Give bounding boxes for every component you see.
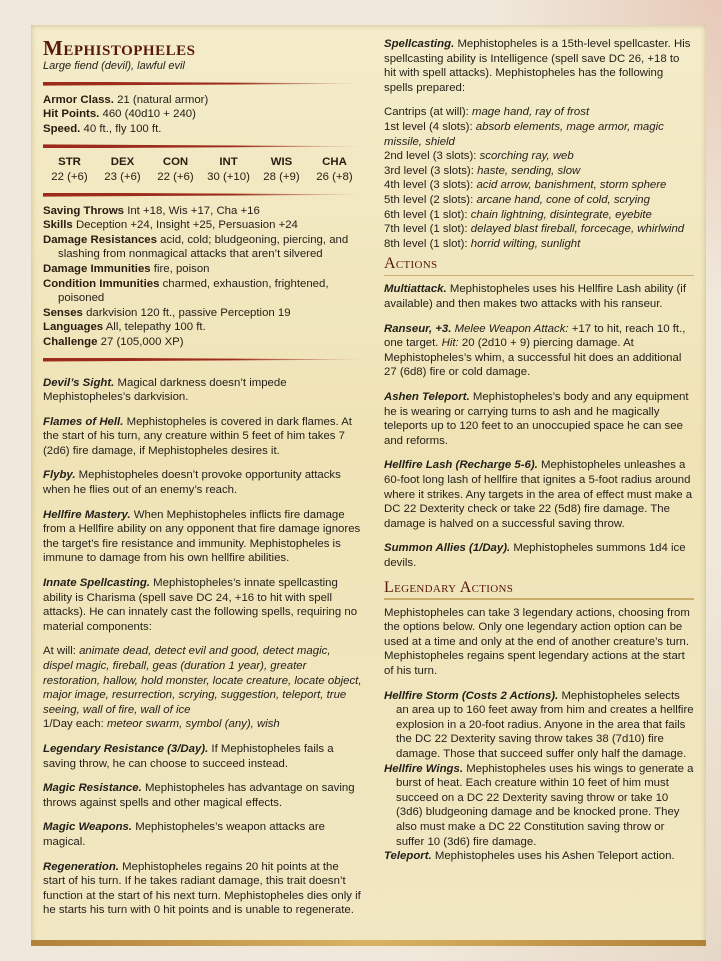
saving-throws: Saving Throws Int +18, Wis +17, Cha +16 bbox=[43, 204, 260, 217]
trait-innate-spellcasting: Innate Spellcasting. Mephistopheles’s innate spellcasting ability is Charisma (spell save DC 24, +16 to hit with spell attacks). He can innately cast the following spells, requiring no material components: bbox=[43, 577, 358, 633]
ability-name: STR bbox=[58, 156, 81, 169]
spell-level: 5th level (2 slots): arcane hand, cone of cold, scrying bbox=[384, 193, 650, 206]
right-column bbox=[384, 37, 694, 864]
trait-magic-resistance: Magic Resistance. Mephistopheles has advantage on saving throws against spells and other magical effects. bbox=[43, 782, 355, 809]
hit-points: Hit Points. 460 (40d10 + 240) bbox=[43, 108, 196, 121]
ability-score: 26 (+8) bbox=[316, 170, 353, 183]
ability-score: 28 (+9) bbox=[263, 170, 300, 183]
challenge: Challenge 27 (105,000 XP) bbox=[43, 335, 184, 348]
spell-level: 8th level (1 slot): horrid wilting, sunlight bbox=[384, 237, 581, 250]
skills: Skills Deception +24, Insight +25, Persuasion +24 bbox=[43, 219, 298, 232]
stat-block-page bbox=[31, 25, 706, 946]
action-ranseur: Ranseur, +3. Melee Weapon Attack: +17 to hit, reach 10 ft., one target. Hit: 20 (2d10 + 9) piercing damage. At Mephistopheles’s whim, a successful hit does an additional 27 (6d8) fire or cold damage. bbox=[384, 322, 686, 379]
monster-subtitle: Large fiend (devil), lawful evil bbox=[43, 60, 185, 72]
speed: Speed. 40 ft., fly 100 ft. bbox=[43, 122, 162, 135]
ability-score: 22 (+6) bbox=[51, 170, 88, 183]
ability-name: DEX bbox=[110, 156, 135, 169]
ability-score: 23 (+6) bbox=[104, 170, 141, 183]
action-multiattack: Multiattack. Mephistopheles uses his Hellfire Lash ability (if available) and then makes two attacks with his ranseur. bbox=[384, 283, 686, 310]
damage-immunities: Damage Immunities fire, poison bbox=[43, 262, 210, 275]
trait-devils-sight: Devil’s Sight. Magical darkness doesn’t impede Mephistopheles’s darkvision. bbox=[43, 376, 287, 404]
spell-level: 2nd level (3 slots): scorching ray, web bbox=[384, 150, 574, 163]
legendary-hellfire-storm: Hellfire Storm (Costs 2 Actions). Mephistopheles selects an area up to 160 feet away from him and creates a hellfire explosion in a 20-foot radius. Anyone in the area that fails the DC 22 Dexterity saving throw takes 38 (7d10) fire damage. Those that succeed suffer only half the damage. bbox=[384, 689, 694, 760]
action-ashen-teleport: Ashen Teleport. Mephistopheles’s body and any equipment he is wearing or carrying turns to ash and he magically teleports up to 120 feet to an unoccupied space he can see and reforms. bbox=[384, 390, 689, 447]
spell-level: 3rd level (3 slots): haste, sending, slow bbox=[384, 164, 581, 177]
trait-regeneration: Regeneration. Mephistopheles regains 20 hit points at the start of his turn. If he takes radiant damage, this trait doesn’t function at the start of his next turn. Mephistopheles dies only if he starts his turn with 0 hit points and is unable to regenerate. bbox=[43, 860, 361, 917]
divider bbox=[43, 193, 362, 197]
ability-scores bbox=[43, 170, 362, 185]
spell-list bbox=[384, 105, 694, 251]
spell-level: 7th level (1 slot): delayed blast fireball, forcecage, whirlwind bbox=[384, 223, 685, 236]
ability-name: WIS bbox=[270, 156, 293, 169]
action-hellfire-lash: Hellfire Lash (Recharge 5-6). Mephistopheles unleashes a 60-foot long lash of hellfire that ignites a 5-foot radius around where it strikes. Any targets in the area of effect must make a DC 22 Dexterity check or take 22 (5d8) fire damage. The damage is halved on a successful saving throw. bbox=[384, 459, 693, 530]
action-summon-allies: Summon Allies (1/Day). Mephistopheles summons 1d4 ice devils. bbox=[384, 542, 686, 569]
legendary-teleport: Teleport. Mephistopheles uses his Ashen Teleport action. bbox=[384, 850, 675, 863]
divider bbox=[384, 598, 694, 600]
monster-name: Mephistopheles bbox=[43, 36, 196, 60]
trait-spellcasting: Spellcasting. Mephistopheles is a 15th-level spellcaster. His spellcasting ability is Intelligence (spell save DC 26, +18 to hit with spell attacks). Mephistopheles has the following spells prepared: bbox=[384, 38, 691, 94]
spell-level: 4th level (3 slots): acid arrow, banishment, storm sphere bbox=[384, 179, 667, 192]
trait-magic-weapons: Magic Weapons. Mephistopheles’s weapon attacks are magical. bbox=[43, 821, 325, 848]
innate-spell-list: At will: animate dead, detect evil and good, detect magic, dispel magic, fireball, geas (duration 1 year), greater restoration, hallow, hold monster, locate creature, locate object, major image, resurrection, scrying, suggestion, teleport, true seeing, wall of fire, wall of ice 1/Day each: meteor swarm, symbol (any), wish bbox=[43, 645, 362, 731]
ability-names bbox=[43, 155, 362, 170]
ability-name: INT bbox=[219, 156, 238, 169]
divider bbox=[43, 82, 362, 86]
senses: Senses darkvision 120 ft., passive Perception 19 bbox=[43, 306, 291, 319]
ability-name: CHA bbox=[322, 156, 347, 169]
page-footer-bar bbox=[31, 940, 706, 946]
condition-immunities: Condition Immunities charmed, exhaustion, frightened, poisoned bbox=[43, 277, 329, 305]
trait-legendary-resistance: Legendary Resistance (3/Day). If Mephistopheles fails a saving throw, he can choose to succeed instead. bbox=[43, 742, 334, 770]
left-column bbox=[43, 37, 362, 928]
divider bbox=[43, 358, 362, 362]
spell-level: 6th level (1 slot): chain lightning, disintegrate, eyebite bbox=[384, 208, 652, 221]
legendary-intro: Mephistopheles can take 3 legendary actions, choosing from the options below. Only one legendary action option can be used at a time and only at the end of another creature’s turn. Mephistopheles regains spent legendary actions at the start of his turn. bbox=[384, 606, 690, 677]
armor-class: Armor Class. 21 (natural armor) bbox=[43, 93, 209, 106]
legendary-actions-heading: Legendary Actions bbox=[384, 578, 514, 596]
divider bbox=[43, 144, 362, 148]
ability-score: 22 (+6) bbox=[157, 170, 194, 183]
spell-level: 1st level (4 slots): absorb elements, mage armor, magic missile, shield bbox=[384, 120, 664, 148]
damage-resistances: Damage Resistances acid, cold; bludgeoning, piercing, and slashing from nonmagical attacks that aren’t silvered bbox=[43, 233, 349, 261]
trait-flyby: Flyby. Mephistopheles doesn’t provoke opportunity attacks when he flies out of an enemy’s reach. bbox=[43, 469, 341, 497]
languages: Languages All, telepathy 100 ft. bbox=[43, 321, 206, 334]
ability-name: CON bbox=[162, 156, 189, 169]
spell-level: Cantrips (at will): mage hand, ray of frost bbox=[384, 106, 590, 119]
trait-flames-of-hell: Flames of Hell. Mephistopheles is covered in dark flames. At the start of his turn, any creature within 5 feet of him takes 7 (2d6) fire damage, if Mephistopheles desires it. bbox=[43, 415, 352, 457]
legendary-hellfire-wings: Hellfire Wings. Mephistopheles uses his wings to generate a burst of heat. Each creature within 10 feet of him must succeed on a DC 22 Dexterity saving throw or take 10 (3d6) bludgeoning damage and be knocked prone. They also must make a DC 22 Constitution saving throw or suffer 10 (3d6) fire damage. bbox=[384, 762, 694, 848]
actions-heading: Actions bbox=[384, 255, 438, 273]
divider bbox=[384, 275, 694, 277]
ability-score: 30 (+10) bbox=[207, 170, 250, 183]
trait-hellfire-mastery: Hellfire Mastery. When Mephistopheles inflicts fire damage from a Hellfire ability on any opponent that fire damage ignores the target’s fire resistance and immunity. Mephistopheles is immune to damage from his own hellfire abilities. bbox=[43, 508, 361, 565]
